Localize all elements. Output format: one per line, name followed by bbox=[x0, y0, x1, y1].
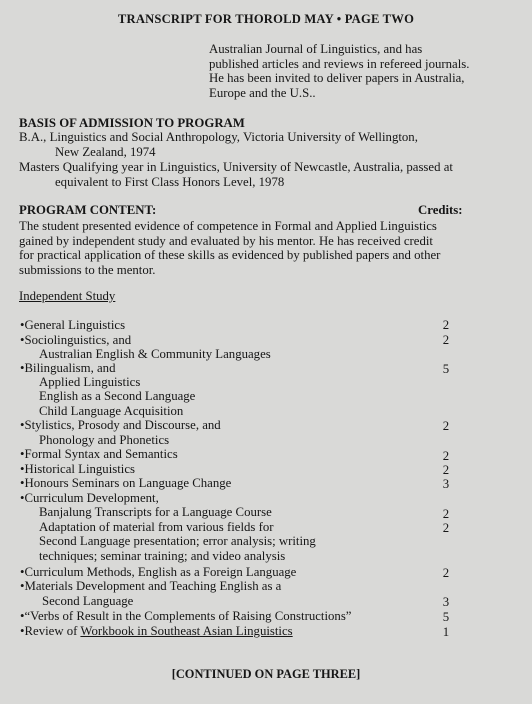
continued-text bbox=[209, 42, 469, 100]
course-line: Applied Linguistics bbox=[39, 375, 141, 389]
course-line: •Stylistics, Prosody and Discourse, and bbox=[20, 418, 221, 432]
course-line: English as a Second Language bbox=[39, 389, 196, 403]
credit-value: 2 bbox=[442, 318, 450, 332]
credit-value: 2 bbox=[442, 521, 450, 535]
continued-line: He has been invited to deliver papers in Australia, bbox=[209, 71, 465, 85]
admission-heading: BASIS OF ADMISSION TO PROGRAM bbox=[19, 116, 245, 130]
course-line: Child Language Acquisition bbox=[39, 404, 184, 418]
course-line: •Curriculum Methods, English as a Foreign Language bbox=[20, 565, 297, 579]
course-line: •General Linguistics bbox=[20, 318, 126, 332]
credit-value: 2 bbox=[442, 507, 450, 521]
course-line: •Curriculum Development, bbox=[20, 491, 159, 505]
course-line: •Bilingualism, and bbox=[20, 361, 116, 375]
continued-footer: [CONTINUED ON PAGE THREE] bbox=[171, 667, 361, 681]
credit-value: 5 bbox=[442, 610, 450, 624]
credit-value: 2 bbox=[442, 333, 450, 347]
course-line: Second Language bbox=[42, 594, 134, 608]
admission-entry-ba: B.A., Linguistics and Social Anthropology, Victoria University of Wellington, bbox=[19, 130, 418, 144]
course-line: Phonology and Phonetics bbox=[39, 433, 170, 447]
admission-entry-masters-cont: equivalent to First Class Honors Level, 1978 bbox=[55, 175, 285, 189]
admission-entry-masters: Masters Qualifying year in Linguistics, University of Newcastle, Australia, passed at bbox=[19, 160, 453, 174]
review-book-title: Workbook in Southeast Asian Linguistics bbox=[80, 624, 293, 638]
course-line: •Historical Linguistics bbox=[20, 462, 136, 476]
course-line: •Materials Development and Teaching English as a bbox=[20, 579, 282, 593]
course-line: Adaptation of material from various fields for bbox=[39, 520, 274, 534]
course-line-review bbox=[20, 624, 293, 639]
course-line: •“Verbs of Result in the Complements of Raising Constructions” bbox=[20, 609, 352, 623]
admission-entry-ba-cont: New Zealand, 1974 bbox=[55, 145, 156, 159]
continued-line: Europe and the U.S.. bbox=[209, 85, 316, 100]
course-line: Australian English & Community Languages bbox=[39, 347, 271, 361]
program-heading: PROGRAM CONTENT: bbox=[19, 203, 157, 217]
course-line: Banjalung Transcripts for a Language Course bbox=[39, 505, 272, 519]
credits-column-label: Credits: bbox=[418, 203, 463, 217]
continued-line: published articles and reviews in refereed journals. bbox=[209, 56, 470, 71]
credit-value: 2 bbox=[442, 463, 450, 477]
course-line: techniques; seminar training; and video analysis bbox=[39, 549, 286, 563]
credit-value: 2 bbox=[442, 419, 450, 433]
course-line: •Sociolinguistics, and bbox=[20, 333, 132, 347]
description-line: for practical application of these skills as evidenced by published papers and other bbox=[19, 248, 441, 262]
description-line: The student presented evidence of competence in Formal and Applied Linguistics bbox=[19, 219, 437, 233]
description-line: gained by independent study and evaluated by his mentor. He has received credit bbox=[19, 233, 433, 248]
review-prefix: •Review of bbox=[20, 624, 81, 638]
continued-line: Australian Journal of Linguistics, and has bbox=[209, 42, 423, 56]
course-line: •Honours Seminars on Language Change bbox=[20, 476, 232, 490]
credit-value: 2 bbox=[442, 566, 450, 580]
program-description bbox=[19, 219, 440, 277]
description-line: submissions to the mentor. bbox=[19, 262, 156, 277]
credit-value: 3 bbox=[442, 477, 450, 491]
credit-value: 2 bbox=[442, 449, 450, 463]
credit-value: 5 bbox=[442, 362, 450, 376]
page-title: TRANSCRIPT FOR THOROLD MAY • PAGE TWO bbox=[117, 12, 415, 26]
section-title-independent-study: Independent Study bbox=[19, 289, 116, 303]
course-line: Second Language presentation; error analysis; writing bbox=[39, 534, 316, 548]
course-line: •Formal Syntax and Semantics bbox=[20, 447, 178, 461]
credit-value: 3 bbox=[442, 595, 450, 609]
credit-value: 1 bbox=[442, 625, 450, 639]
